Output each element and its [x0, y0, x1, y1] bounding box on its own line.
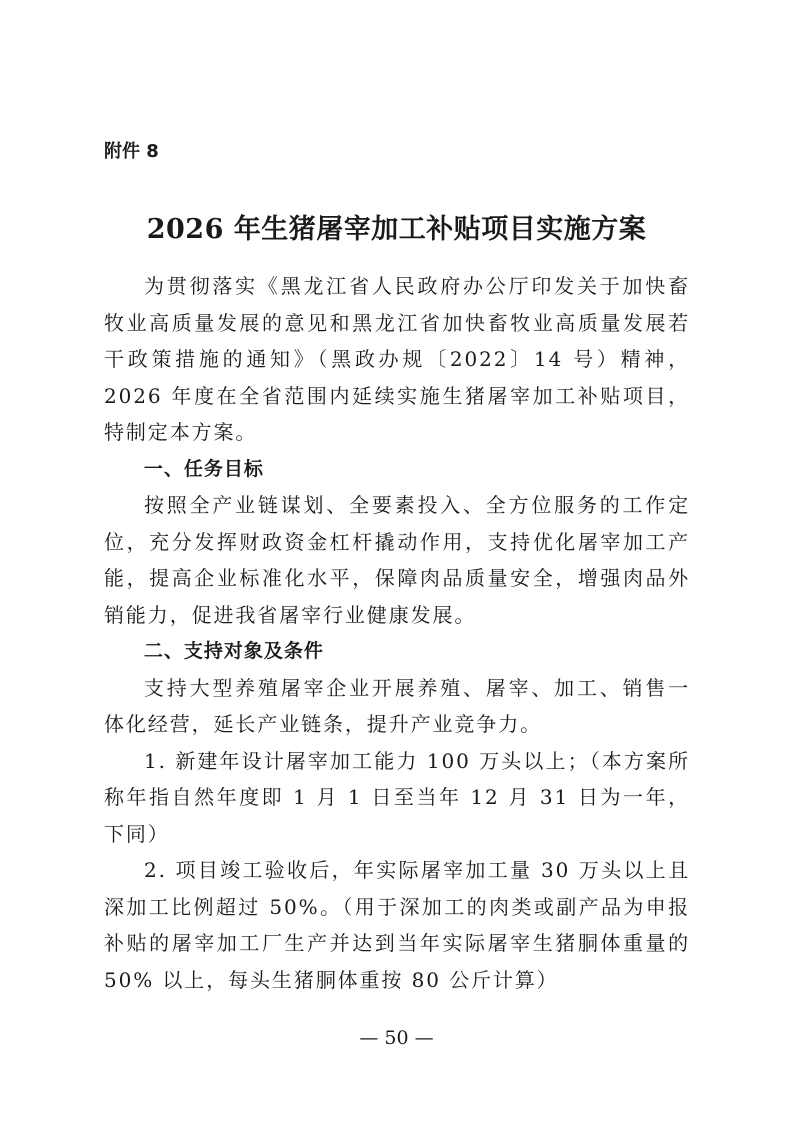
document-title: 2026 年生猪屠宰加工补贴项目实施方案 [146, 214, 647, 245]
section-heading-goals: 一、任务目标 [143, 457, 264, 480]
page-number: — 50 — [359, 1027, 434, 1049]
attachment-label: 附件 8 [104, 141, 159, 162]
intro-paragraph: 为贯彻落实《黑龙江省人民政府办公厅印发关于加快畜牧业高质量发展的意见和黑龙江省加快畜牧业高质量发展若干政策措施的通知》（黑政办规〔2022〕14 号）精神，2026 年度在全省范围内延续实施生猪屠宰加工补贴项目，特制定本方案。 [104, 274, 690, 444]
eligibility-condition-2: 2. 项目竣工验收后，年实际屠宰加工量 30 万头以上且深加工比例超过 50%。（用于深加工的肉类或副产品为申报补贴的屠宰加工厂生产并达到当年实际屠宰生猪胴体重量的 50% 以上，每头生猪胴体重按 80 公斤计算） [104, 858, 690, 992]
goals-paragraph: 按照全产业链谋划、全要素投入、全方位服务的工作定位，充分发挥财政资金杠杆撬动作用，支持优化屠宰加工产能，提高企业标准化水平，保障肉品质量安全，增强肉品外销能力，促进我省屠宰行业健康发展。 [104, 493, 690, 627]
eligibility-condition-1: 1. 新建年设计屠宰加工能力 100 万头以上；（本方案所称年指自然年度即 1 月 1 日至当年 12 月 31 日为一年，下同） [104, 748, 690, 846]
document-body [104, 268, 690, 998]
section-heading-eligibility: 二、支持对象及条件 [143, 640, 324, 662]
eligibility-paragraph: 支持大型养殖屠宰企业开展养殖、屠宰、加工、销售一体化经营，延长产业链条，提升产业竞争力。 [104, 675, 690, 736]
